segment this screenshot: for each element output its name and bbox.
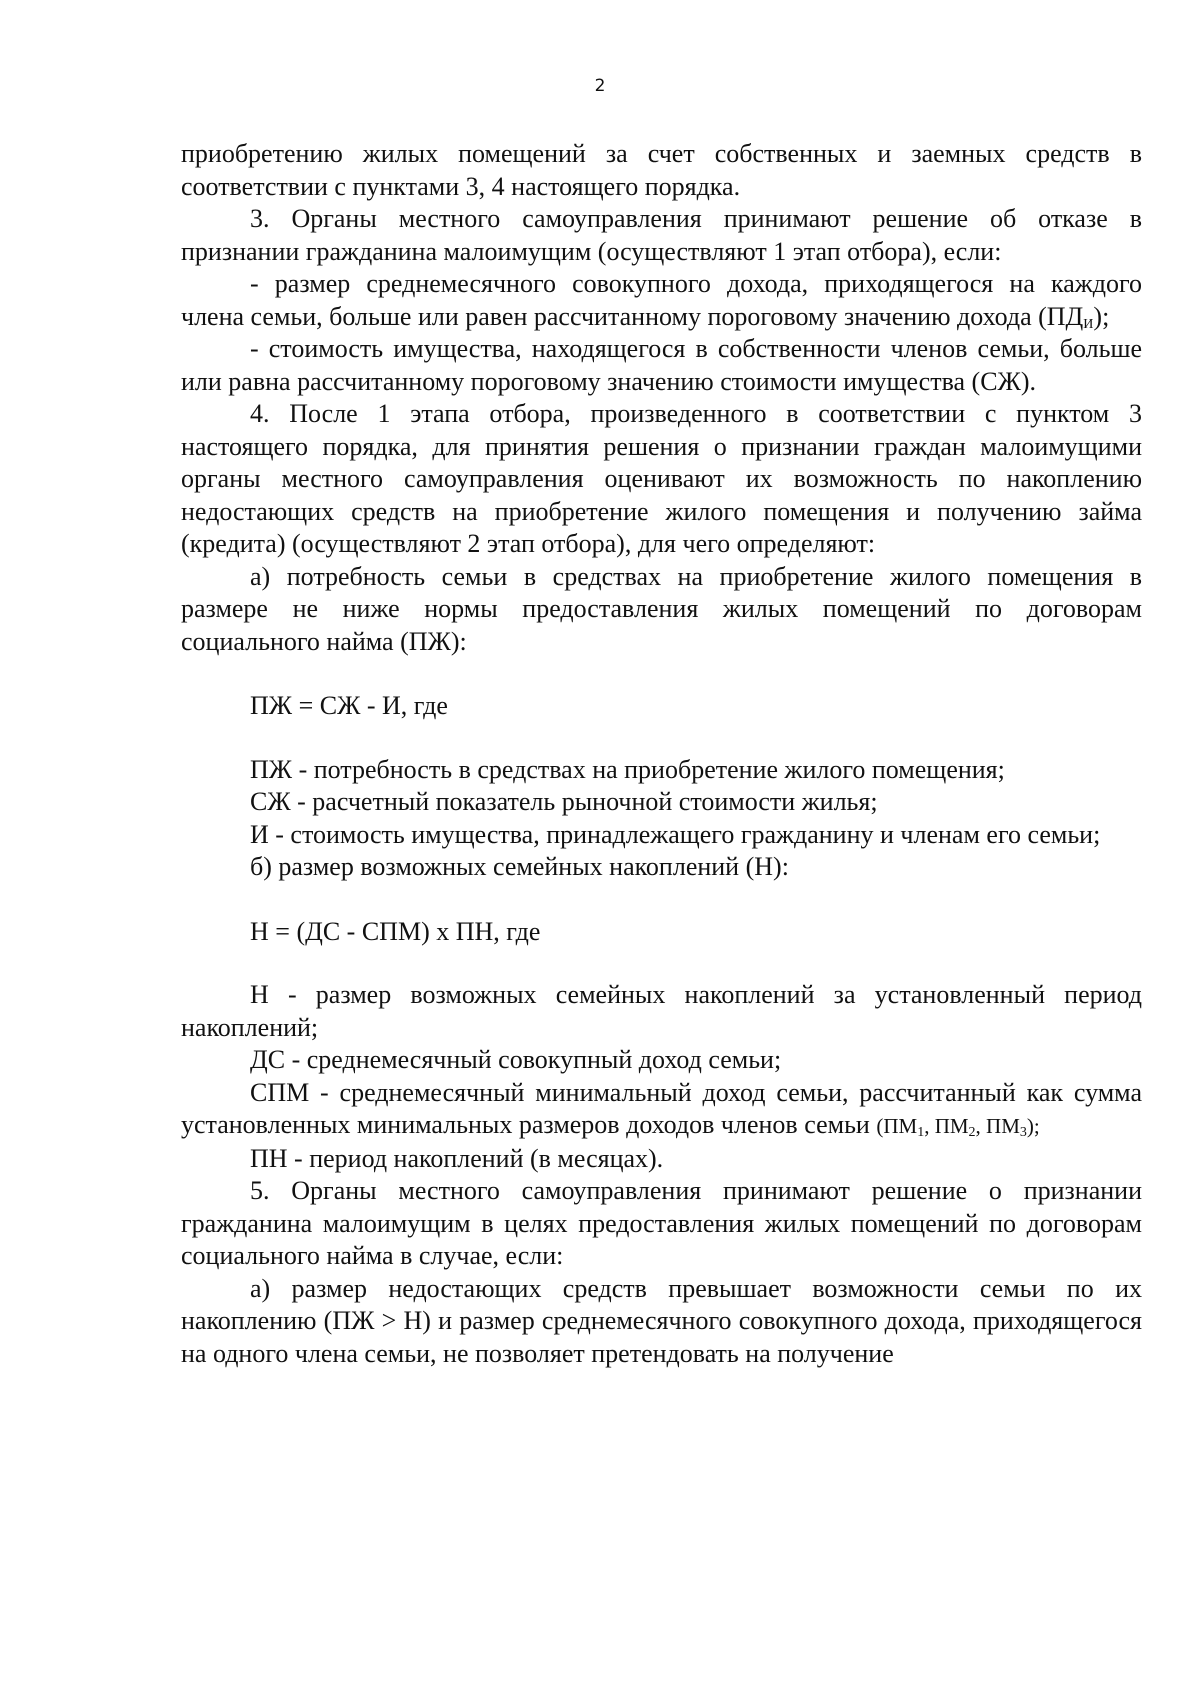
pm-formula: ($ПМ_1$, $ПМ_2$, $ПМ_3$); [876,1114,1040,1140]
paragraph-item-3: 3. Органы местного самоуправления принимают решение об отказе в признании гражданина малоимущим (осуществляют 1 этап отбора), если: [181,204,1142,266]
definition-spm-text: СПМ - среднемесячный минимальный доход семьи, рассчитанный как сумма установленных минимальных размеров доходов членов семьи [181,1077,1142,1139]
paragraph-savings-b: б) размер возможных семейных накоплений (Н): [250,852,789,881]
paragraph-item-4: 4. После 1 этапа отбора, произведенного в соответствии с пунктом 3 настоящего порядка, для принятия решения о признании граждан малоимущими органы местного самоуправления оценивают их возможность по накоплению недостающих средств на приобретение жилого помещения и получению займа (кредита) (осуществляют 2 этап отбора), для чего определяют: [181,399,1142,558]
definition-pzh: ПЖ - потребность в средствах на приобретение жилого помещения; [250,754,1005,784]
definition-szh: СЖ - расчетный показатель рыночной стоимости жилья; [250,787,878,816]
definition-n: Н - размер возможных семейных накоплений за установленный период накоплений; [181,980,1142,1042]
definition-i: И - стоимость имущества, принадлежащего гражданину и членам его семьи; [250,819,1101,849]
income-condition-text: - размер среднемесячного совокупного дохода, приходящегося на каждого члена семьи, больше или равен рассчитанному пороговому значению дохода (ПД [181,269,1142,331]
definition-ds: ДС - среднемесячный совокупный доход семьи; [250,1045,782,1074]
paragraph-item-5: 5. Органы местного самоуправления принимают решение о признании гражданина малоимущим в целях предоставления жилых помещений по договорам социального найма в случае, если: [181,1176,1142,1270]
formula-need: ПЖ = СЖ - И, где [250,691,448,720]
definition-pn: ПН - период накоплений (в месяцах). [250,1143,664,1173]
paragraph-condition-a: а) размер недостающих средств превышает возможности семьи по их накоплению (ПЖ > Н) и размер среднемесячного совокупного дохода, приходящегося на одного члена семьи, не позволяет претендовать на получение [181,1273,1142,1368]
document-body [181,138,1142,1370]
definition-spm [181,1077,1142,1143]
paragraph-continuation: приобретению жилых помещений за счет собственных и заемных средств в соответствии с пунктами 3, 4 настоящего порядка. [181,139,1142,201]
paragraph-need-a: а) потребность семьи в средствах на приобретение жилого помещения в размере не ниже нормы предоставления жилых помещений по договорам социального найма (ПЖ): [181,561,1142,656]
paragraph-income-condition [181,268,1142,333]
income-condition-tail: ); [1093,301,1110,331]
page-number: 2 [594,76,606,96]
income-condition-subscript: И [1083,316,1094,332]
formula-savings: Н = (ДС - СПМ) х ПН, где [250,916,541,946]
paragraph-property-condition: - стоимость имущества, находящегося в собственности членов семьи, больше или равна рассчитанному пороговому значению стоимости имущества (СЖ). [181,334,1142,396]
